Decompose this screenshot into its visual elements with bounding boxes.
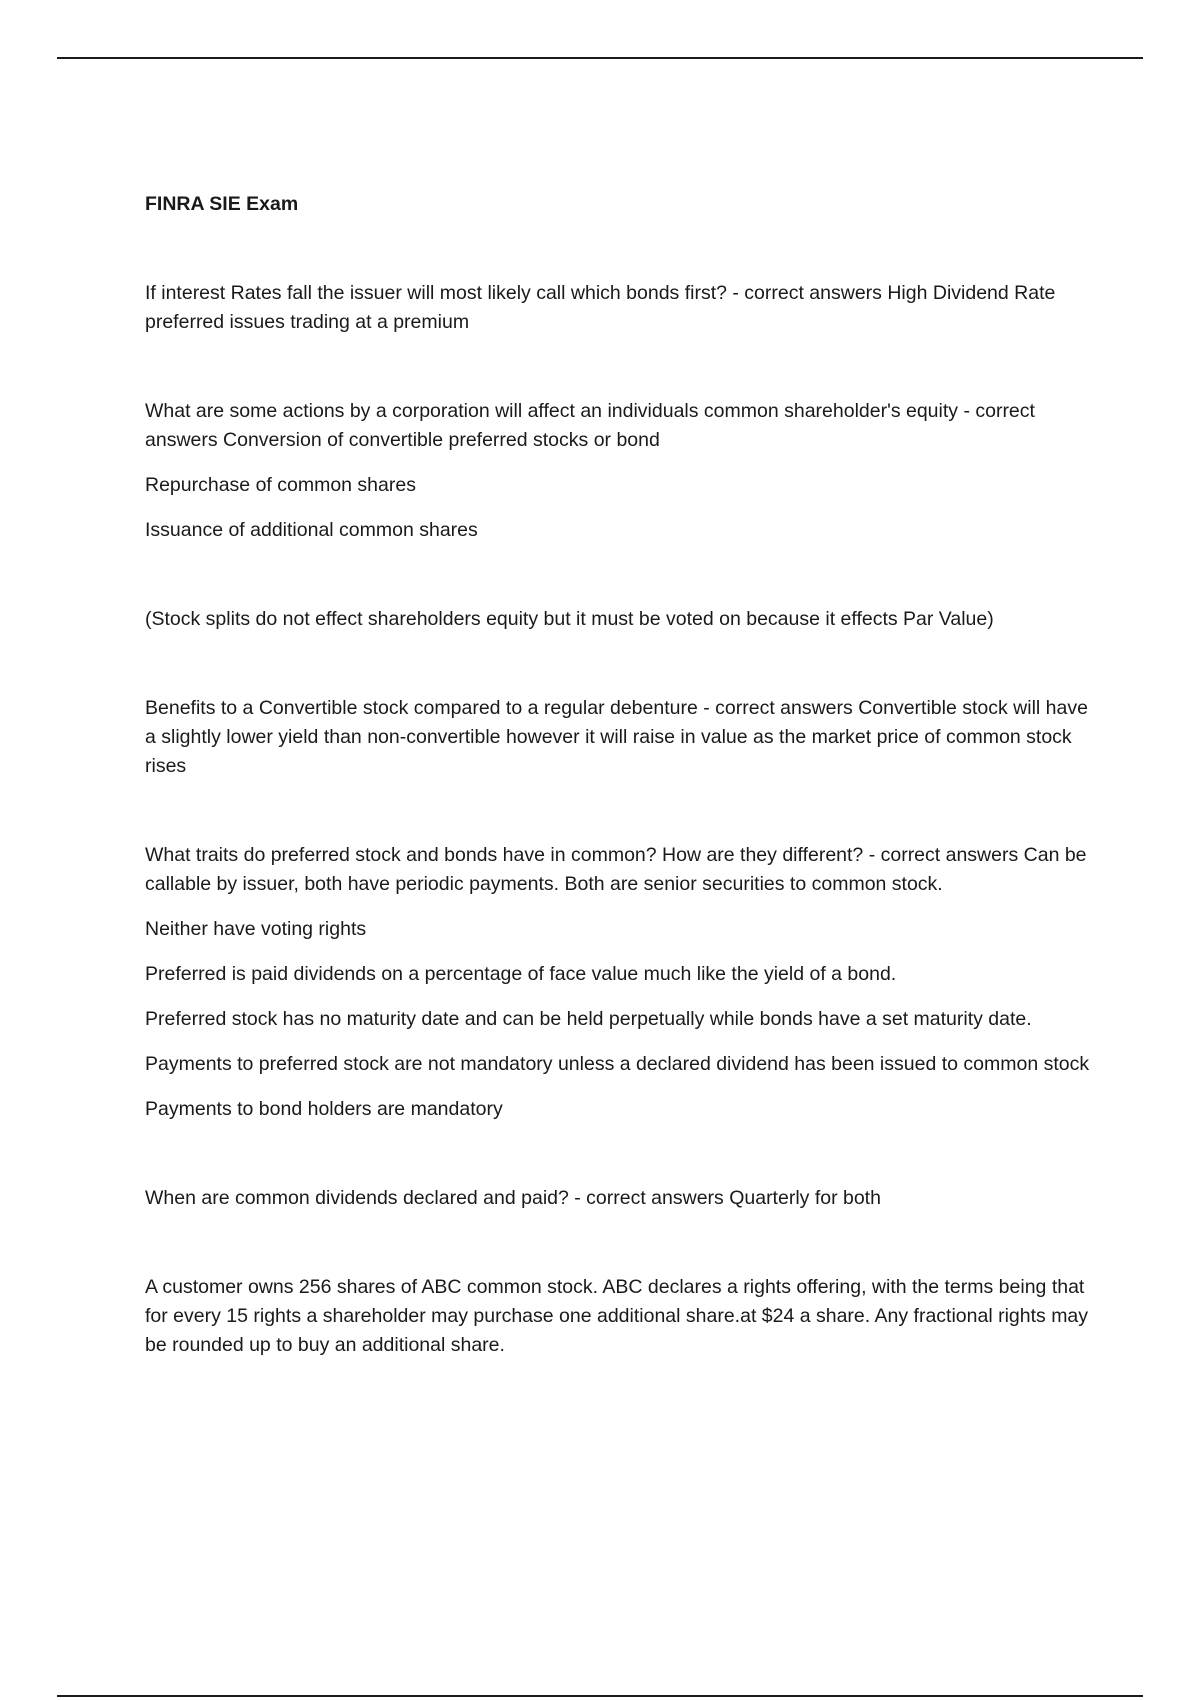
qa-block-call-bonds xyxy=(145,279,1090,337)
qa-block-common-dividends xyxy=(145,1184,1090,1213)
paragraph: What are some actions by a corporation will affect an individuals common shareholder's equity - correct answers Conversion of convertible preferred stocks or bond xyxy=(145,400,1035,451)
qa-block-convertible-stock xyxy=(145,694,1090,781)
footer-rule xyxy=(57,1695,1143,1697)
paragraph: Issuance of additional common shares xyxy=(145,519,478,541)
paragraph: Repurchase of common shares xyxy=(145,474,416,496)
qa-block-preferred-vs-bonds xyxy=(145,841,1090,1124)
note-block-stock-splits xyxy=(145,605,1090,634)
qa-block-rights-offering xyxy=(145,1273,1090,1360)
paragraph: What traits do preferred stock and bonds have in common? How are they different? - correct answers Can be callable by issuer, both have periodic payments. Both are senior securities to common stock. xyxy=(145,844,1087,895)
paragraph: Neither have voting rights xyxy=(145,918,367,940)
paragraph: Preferred stock has no maturity date and can be held perpetually while bonds have a set maturity date. xyxy=(145,1008,1032,1030)
header-rule xyxy=(57,57,1143,59)
paragraph: A customer owns 256 shares of ABC common stock. ABC declares a rights offering, with the terms being that for every 15 rights a shareholder may purchase one additional share.at $24 a share. Any fractional rights may be rounded up to buy an additional share. xyxy=(145,1276,1089,1356)
paragraph: Benefits to a Convertible stock compared to a regular debenture - correct answers Convertible stock will have a slightly lower yield than non-convertible however it will raise in value as the market price of common stock rises xyxy=(145,697,1088,777)
paragraph: Preferred is paid dividends on a percentage of face value much like the yield of a bond. xyxy=(145,963,897,985)
paragraph: Payments to bond holders are mandatory xyxy=(145,1098,503,1120)
document-title: FINRA SIE Exam xyxy=(145,193,299,215)
paragraph: If interest Rates fall the issuer will most likely call which bonds first? - correct answers High Dividend Rate preferred issues trading at a premium xyxy=(145,282,1056,333)
paragraph: When are common dividends declared and paid? - correct answers Quarterly for both xyxy=(145,1187,881,1209)
paragraph: (Stock splits do not effect shareholders equity but it must be voted on because it effects Par Value) xyxy=(145,608,994,630)
document-body xyxy=(145,190,1090,1420)
paragraph: Payments to preferred stock are not mandatory unless a declared dividend has been issued to common stock xyxy=(145,1053,1090,1075)
qa-block-shareholder-equity xyxy=(145,397,1090,545)
